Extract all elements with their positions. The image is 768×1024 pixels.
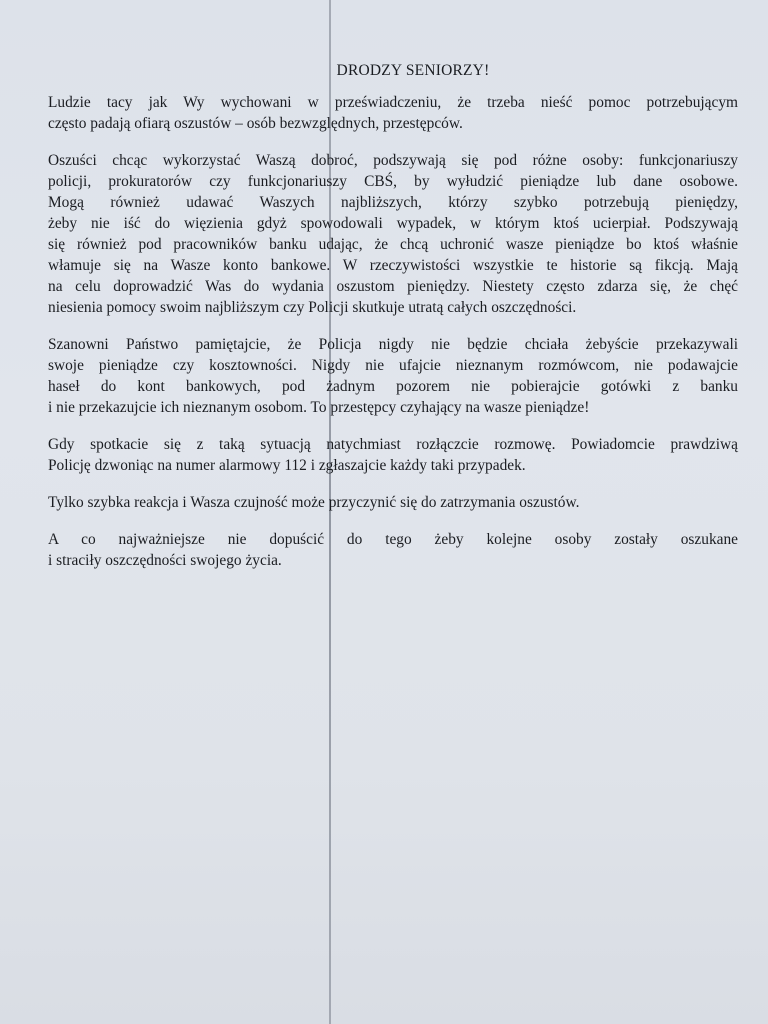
text-line: swoje pieniądze czy kosztowności. Nigdy nie ufajcie nieznanym rozmówcom, nie podawajcie: [48, 357, 738, 374]
text-line: Oszuści chcąc wykorzystać Waszą dobroć, podszywają się pod różne osoby: funkcjonariuszy: [48, 152, 738, 169]
text-line: często padają ofiarą oszustów – osób bezwzględnych, przestępców.: [48, 115, 463, 132]
text-line: się również pod pracowników banku udając, że chcą uchronić wasze pieniądze bo ktoś właśnie: [48, 236, 738, 253]
text-line: i straciły oszczędności swojego życia.: [48, 552, 282, 569]
text-line: Gdy spotkacie się z taką sytuacją natychmiast rozłączcie rozmowę. Powiadomcie prawdziwą: [48, 436, 738, 453]
text-line: policji, prokuratorów czy funkcjonariuszy CBŚ, by wyłudzić pieniądze lub dane osobowe.: [48, 173, 738, 190]
text-line: włamuje się na Wasze konto bankowe. W rzeczywistości wszystkie te historie są fikcją. Mają: [48, 257, 738, 274]
text-line: i nie przekazujcie ich nieznanym osobom. To przestępcy czyhający na wasze pieniądze!: [48, 399, 590, 416]
paragraph-2: [48, 150, 738, 318]
paragraph-6: [48, 529, 738, 571]
paragraph-1: [48, 92, 738, 134]
text-line: niesienia pomocy swoim najbliższym czy Policji skutkuje utratą całych oszczędności.: [48, 299, 577, 316]
text-line: Policję dzwoniąc na numer alarmowy 112 i zgłaszajcie każdy taki przypadek.: [48, 457, 526, 474]
text-line: Tylko szybka reakcja i Wasza czujność może przyczynić się do zatrzymania oszustów.: [48, 494, 580, 511]
letter-title: DRODZY SENIORZY!: [336, 62, 490, 79]
paragraph-5: [48, 492, 738, 513]
paragraph-4: [48, 434, 738, 476]
text-line: Ludzie tacy jak Wy wychowani w przeświadczeniu, że trzeba nieść pomoc potrzebującym: [48, 94, 738, 111]
paragraph-3: [48, 334, 738, 418]
text-line: A co najważniejsze nie dopuścić do tego żeby kolejne osoby zostały oszukane: [48, 531, 738, 548]
text-line: Mogą również udawać Waszych najbliższych, którzy szybko potrzebują pieniędzy,: [48, 194, 738, 211]
text-line: haseł do kont bankowych, pod żadnym pozorem nie pobierajcie gotówki z banku: [48, 378, 738, 395]
letter-body: [48, 62, 738, 587]
text-line: Szanowni Państwo pamiętajcie, że Policja nigdy nie będzie chciała żebyście przekazywali: [48, 336, 738, 353]
text-line: na celu doprowadzić Was do wydania oszustom pieniędzy. Niestety często zdarza się, że chęć: [48, 278, 738, 295]
text-line: żeby nie iść do więzienia gdyż spowodowali wypadek, w którym ktoś ucierpiał. Podszywają: [48, 215, 738, 232]
